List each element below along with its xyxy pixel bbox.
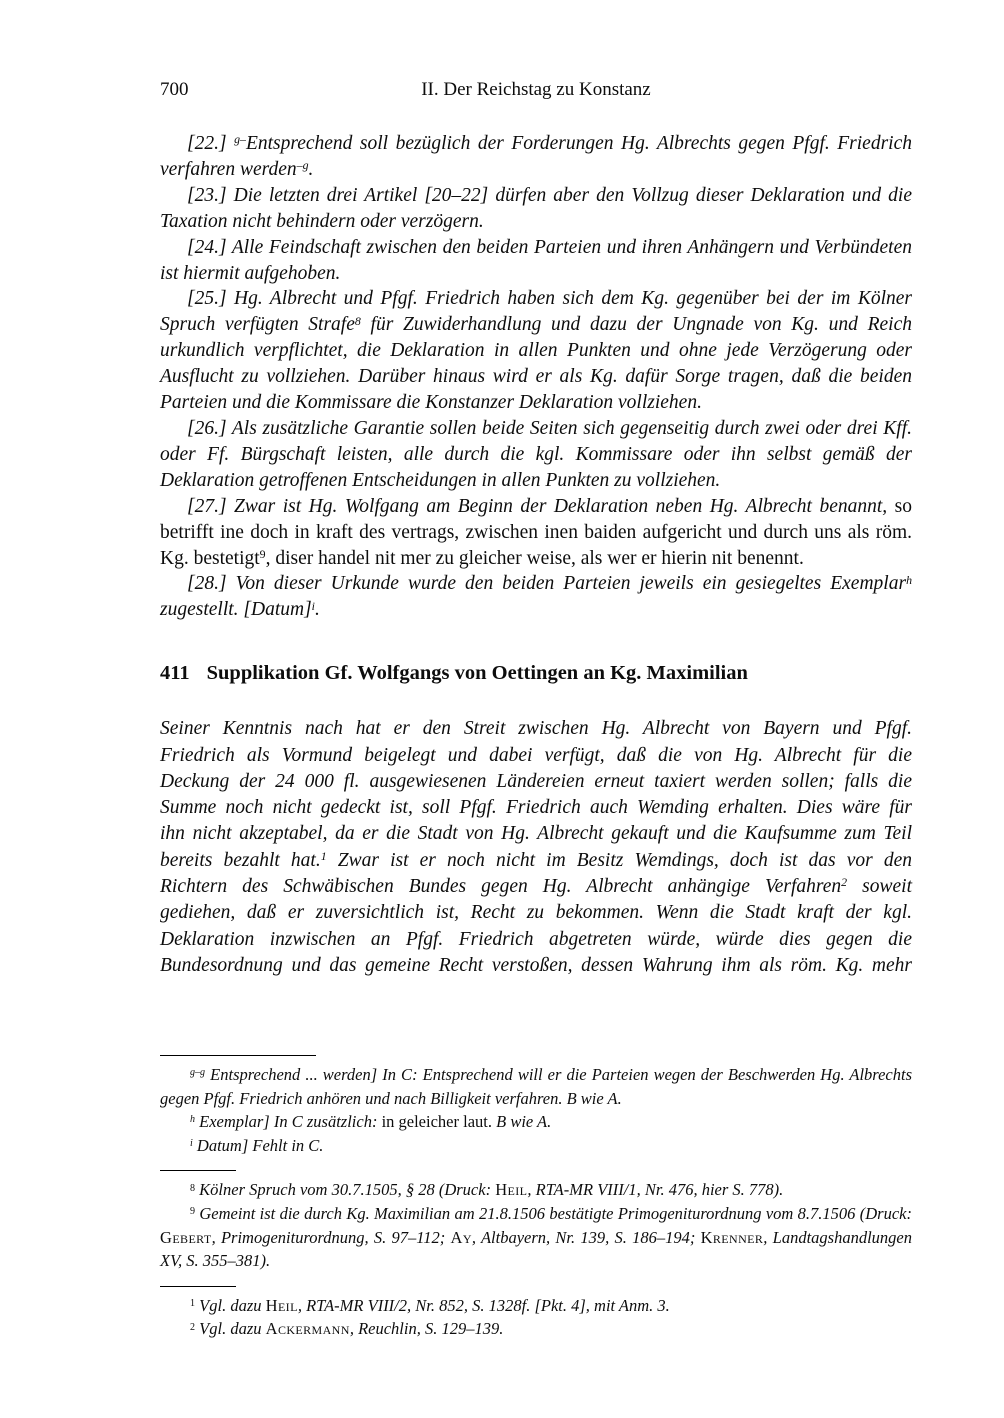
footnote-separator-numeric (160, 1170, 236, 1171)
section-heading (160, 660, 912, 686)
section-title: Supplikation Gf. Wolfgangs von Oettingen an Kg. Maximilian (206, 662, 748, 685)
paragraph-27: [27.] Zwar ist Hg. Wolfgang am Beginn der Deklaration neben Hg. Albrecht benannt, so betrifft ine doch in kraft des vertrags, zwischen inen baiden aufgericht und durch uns als röm. Kg. bestetigt$^9$, diser handel nit mer zu gleicher weise, als wer er hierin nit benennt. (160, 495, 912, 569)
paragraph-24: [24.] Alle Feindschaft zwischen den beiden Parteien und ihren Anhängern und Verbündeten ist hiermit aufgehoben. (160, 236, 912, 284)
section-number: 411 (160, 662, 190, 685)
page-number: 700 (160, 79, 189, 100)
main-text-area (160, 131, 912, 1055)
paragraph-26: [26.] Als zusätzliche Garantie sollen beide Seiten sich gegenseitig durch zwei oder drei Kff. oder Ff. Bürgschaft leisten, alle durch die kgl. Kommissare oder ihn selbst gemäß der Deklaration getroffenen Entscheidungen in allen Punkten zu vollziehen. (160, 417, 912, 491)
footnote-8: $^8$ Kölner Spruch vom 30.7.1505, § 28 (Druck: Heil, RTA-MR VIII/1, Nr. 476, hier S. 778). (190, 1180, 784, 1200)
footnote-9: $^9$ Gemeint ist die durch Kg. Maximilian am 21.8.1506 bestätigte Primogeniturordnung vom 8.7.1506 (Druck: Gebert, Primogeniturordnung, S. 97–112; Ay, Altbayern, Nr. 139, S. 186–194; Krenner, Landtagshandlungen XV, S. 355–381). (160, 1203, 912, 1271)
footnotes-area (160, 1055, 912, 1341)
running-title: II. Der Reichstag zu Konstanz (421, 79, 651, 100)
page-header (160, 78, 912, 104)
apparatus-note-g: $^{g-g}$ Entsprechend ... werden] In C: Entsprechend will er die Parteien wegen der Beschwerden Hg. Albrechts gegen Pfgf. Friedrich anhören und nach Billigkeit verfahren. B wie A. (160, 1065, 912, 1108)
footnote-separator-reference (160, 1286, 236, 1287)
footnote-1: $^1$ Vgl. dazu Heil, RTA-MR VIII/2, Nr. 852, S. 1328f. [Pkt. 4], mit Anm. 3. (190, 1295, 670, 1315)
document-body (160, 131, 912, 623)
paragraph-23: [23.] Die letzten drei Artikel [20–22] dürfen aber den Vollzug dieser Deklaration und die Taxation nicht behindern oder verzögern. (160, 184, 912, 232)
apparatus-note-h: $^h$ Exemplar] In C zusätzlich: in geleicher laut. B wie A. (190, 1112, 552, 1132)
paragraph-25: [25.] Hg. Albrecht und Pfgf. Friedrich haben sich dem Kg. gegenüber bei der im Kölner Spruch verfügten Strafe$^8$ für Zuwiderhandlung und dazu der Ungnade von Kg. und Reich urkundlich verpflichtet, die Deklaration in allen Punkten und ohne jede Verzögerung oder Ausflucht zu vollziehen. Darüber hinaus wird er als Kg. dafür Sorge tragen, daß die beiden Parteien und die Kommissare die Konstanzer Deklaration vollziehen. (160, 288, 912, 414)
paragraph-22: [22.] $^{g-}$Entsprechend soll bezüglich der Forderungen Hg. Albrechts gegen Pfgf. Friedrich verfahren werden$^{-g}$. (160, 132, 913, 180)
footnote-2: $^2$ Vgl. dazu Ackermann, Reuchlin, S. 129–139. (190, 1319, 504, 1339)
paragraph-28: [28.] Von dieser Urkunde wurde den beiden Parteien jeweils ein gesiegeltes Exemplar$^h$ zugestellt. [Datum]$^i$. (160, 572, 912, 621)
apparatus-note-i: $^i$ Datum] Fehlt in C. (190, 1135, 324, 1155)
summary-paragraph: Seiner Kenntnis nach hat er den Streit zwischen Hg. Albrecht von Bayern und Pfgf. Friedrich als Vormund beigelegt und dabei verfügt, daß die von Hg. Albrecht für die Deckung der 24 000 fl. ausgewiesenen Ländereien erneut taxiert werden sollen; falls die Summe noch nicht gedeckt ist, soll Pfgf. Friedrich auch Wemding erhalten. Dies wäre für ihn nicht akzeptabel, da er die Stadt von Hg. Albrecht gekauft und die Kaufsumme zum Teil bereits bezahlt hat.$^1$ Zwar ist er noch nicht im Besitz Wemdings, doch ist das vor den Richtern des Schwäbischen Bundes gegen Hg. Albrecht anhängige Verfahren$^2$ soweit gediehen, daß er zuversichtlich ist, Recht zu bekommen. Wenn die Stadt kraft der kgl. Deklaration inzwischen an Pfgf. Friedrich abgetreten würde, würde dies gegen die Bundesordnung und das gemeine Recht verstoßen, dessen Wahrung ihm als röm. Kg. mehr (160, 718, 912, 976)
apparatus-separator (160, 1055, 316, 1056)
